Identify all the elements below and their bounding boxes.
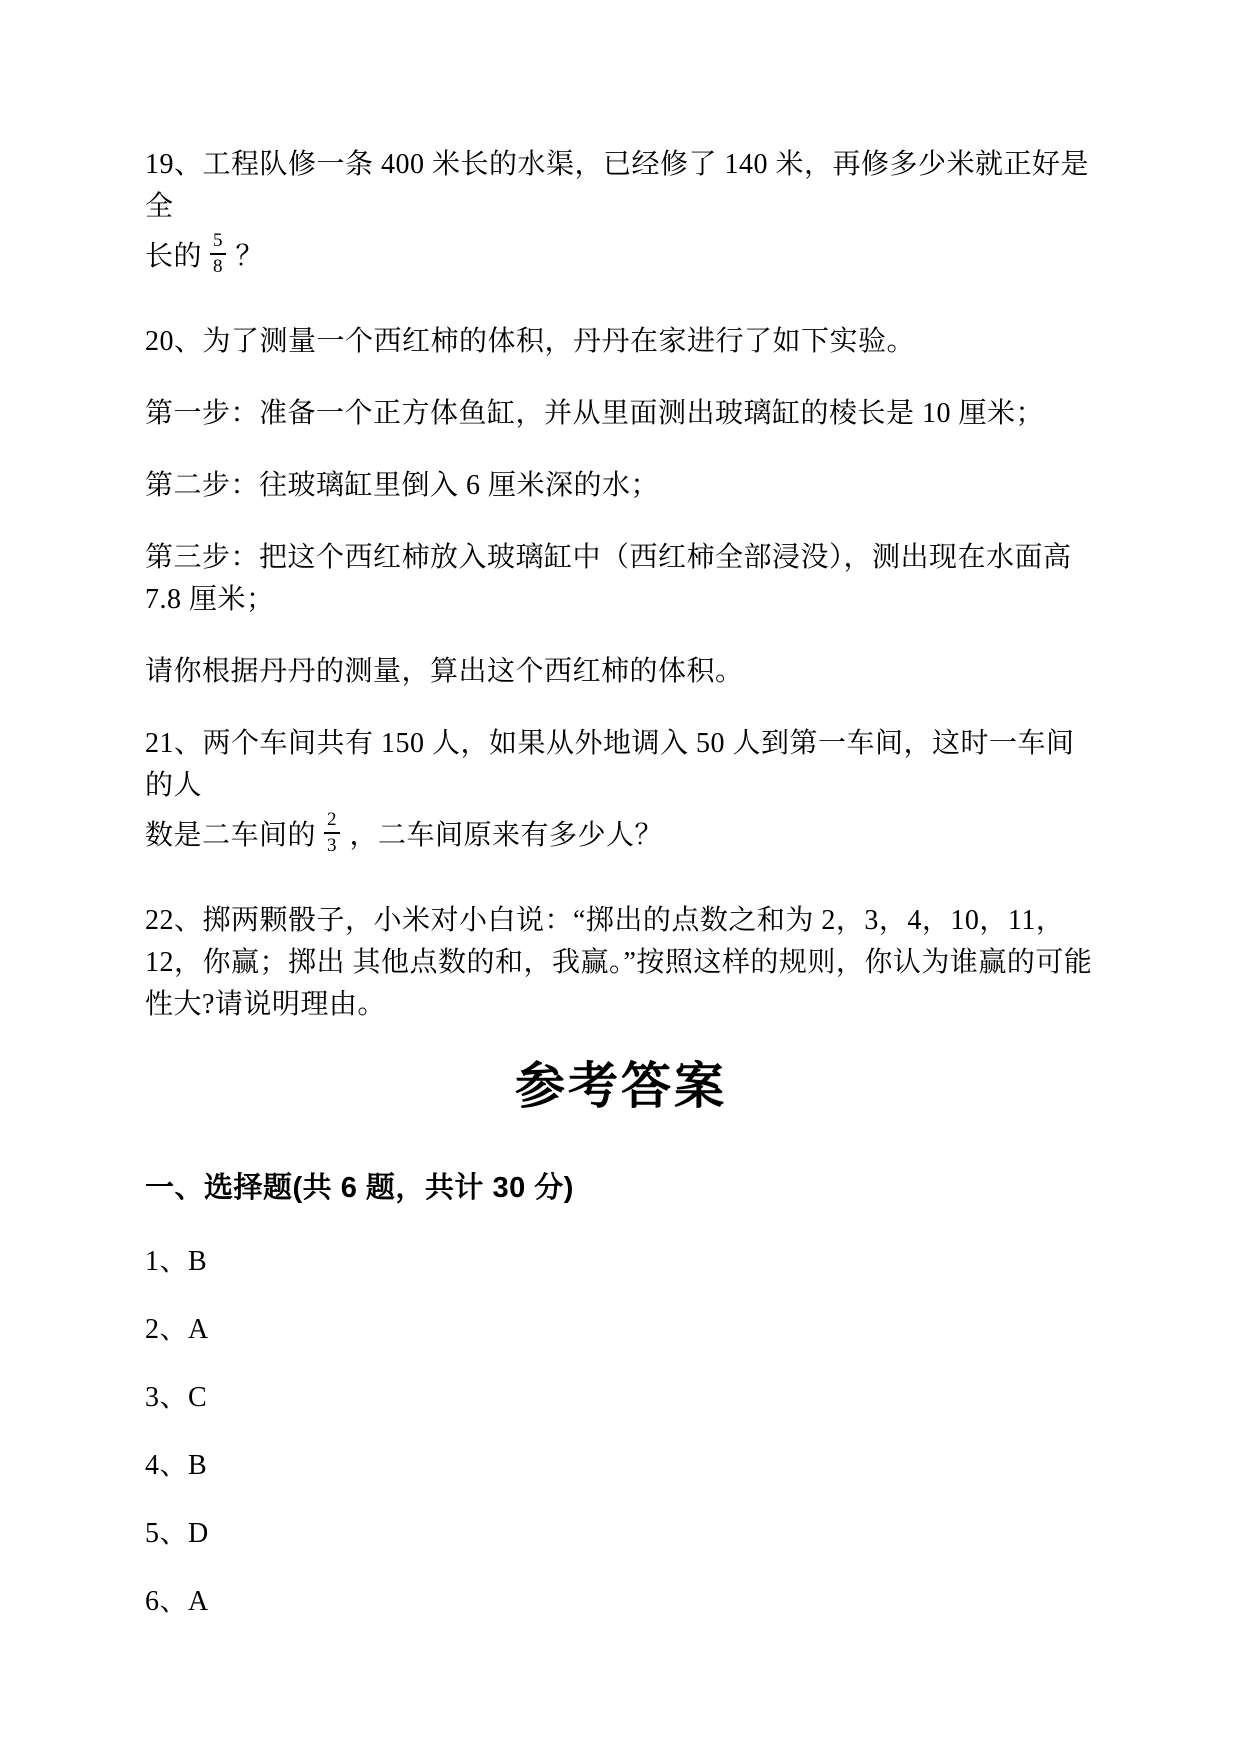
q20-step3-line1: 第三步：把这个西红柿放入玻璃缸中（西红柿全部浸没），测出现在水面高 <box>145 542 1072 573</box>
question-20-step1 <box>145 393 1097 435</box>
q20-step1-line: 第一步：准备一个正方体鱼缸，并从里面测出玻璃缸的棱长是 10 厘米； <box>145 398 1045 429</box>
q20-request-line: 请你根据丹丹的测量，算出这个西红柿的体积。 <box>145 656 744 687</box>
q21-line2 <box>145 807 1097 859</box>
question-20-intro <box>145 321 1097 363</box>
fraction-numerator: 5 <box>210 230 226 255</box>
answer-item-3: 3、C <box>145 1382 208 1413</box>
q20-step3-line2: 7.8 厘米； <box>145 584 275 615</box>
q20-step2-line: 第二步：往玻璃缸里倒入 6 厘米深的水； <box>145 470 660 501</box>
answer-item-6: 6、A <box>145 1586 209 1617</box>
question-20-request <box>145 651 1097 693</box>
q22-line3: 性大?请说明理由。 <box>145 989 386 1020</box>
answer-item-4: 4、B <box>145 1450 208 1481</box>
answer-item-5: 5、D <box>145 1518 209 1549</box>
q21-line2-text-after: ，二车间原来有多少人？ <box>349 820 664 851</box>
q19-line2 <box>145 228 1097 280</box>
q20-intro-line: 20、为了测量一个西红柿的体积，丹丹在家进行了如下实验。 <box>145 326 916 357</box>
fraction-numerator: 2 <box>324 809 340 834</box>
q21-line2-text-before: 数是二车间的 <box>145 820 317 851</box>
q22-line1: 22、掷两颗骰子，小米对小白说：“掷出的点数之和为 2，3，4，10，11， <box>145 905 1065 936</box>
q21-line1: 21、两个车间共有 150 人，如果从外地调入 50 人到第一车间，这时一车间的人 <box>145 728 1075 801</box>
q19-line2-text-before: 长的 <box>145 241 203 272</box>
fraction-denominator: 3 <box>327 835 337 856</box>
question-22 <box>145 900 1097 1026</box>
question-19 <box>145 144 1097 280</box>
fraction-two-thirds <box>324 809 340 857</box>
fraction-five-eighths <box>210 230 226 278</box>
section1-heading: 一、选择题(共 6 题，共计 30 分) <box>145 1172 574 1204</box>
q19-line2-text-after: ？ <box>235 241 265 272</box>
page-content <box>145 144 1097 1649</box>
answer-item-1: 1、B <box>145 1246 208 1277</box>
fraction-denominator: 8 <box>213 256 223 277</box>
q19-line1: 19、工程队修一条 400 米长的水渠，已经修了 140 米，再修多少米就正好是全 <box>145 149 1090 222</box>
q22-line2: 12，你赢；掷出 其他点数的和，我赢。”按照这样的规则，你认为谁赢的可能 <box>145 947 1093 978</box>
question-20-step3 <box>145 537 1097 621</box>
question-21 <box>145 723 1097 859</box>
answer-item-2: 2、A <box>145 1314 209 1345</box>
answer-key-title: 参考答案 <box>515 1058 727 1114</box>
question-20-step2 <box>145 465 1097 507</box>
